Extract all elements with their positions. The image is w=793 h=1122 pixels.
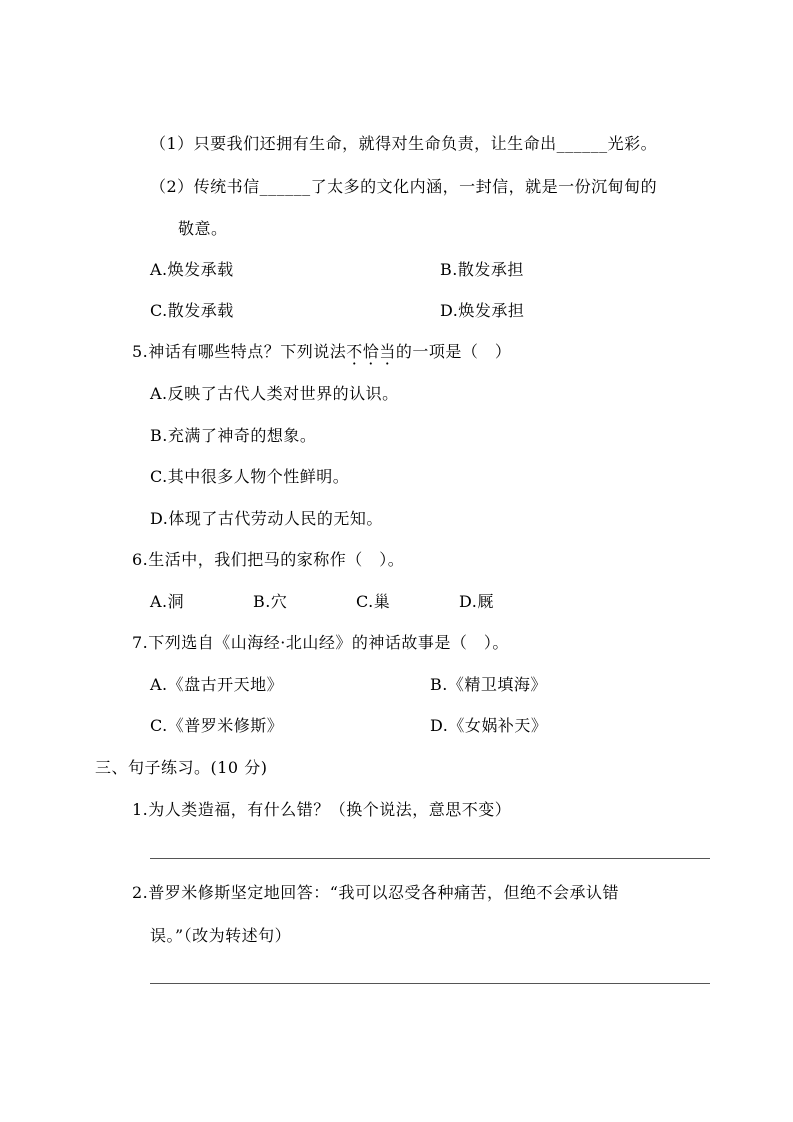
q5-emphasis-char-2: 恰 <box>362 342 380 361</box>
section-3-q2-line-1: 2.普罗米修斯坚定地回答：“我可以忍受各种痛苦，但绝不会承认错 <box>132 883 619 902</box>
q5-stem <box>132 341 511 363</box>
q5-emphasis-char-3: 当 <box>379 342 396 361</box>
q7-option-b: B.《精卫填海》 <box>430 675 547 694</box>
q7-option-d: D.《女娲补天》 <box>430 716 548 735</box>
q4-item-2-line-1: （2）传统书信______了太多的文化内涵，一封信，就是一份沉甸甸的 <box>150 177 658 196</box>
q5-stem-suffix: 的一项是（ ） <box>395 342 512 361</box>
q5-option-b: B.充满了神奇的想象。 <box>150 426 317 445</box>
section-3-q1: 1.为人类造福，有什么错？（换个说法，意思不变） <box>132 800 512 819</box>
q6-option-c: C.巢 <box>356 592 391 611</box>
q5-option-a: A.反映了古代人类对世界的认识。 <box>150 384 399 403</box>
q4-item-1: （1）只要我们还拥有生命，就得对生命负责，让生命出______光彩。 <box>150 134 658 153</box>
q5-stem-prefix: 5.神话有哪些特点？下列说法 <box>132 342 347 361</box>
q5-emphasis-char-1: 不 <box>346 342 363 361</box>
q7-stem: 7.下列选自《山海经·北山经》的神话故事是（ ）。 <box>132 633 509 652</box>
q5-option-d: D.体现了古代劳动人民的无知。 <box>150 509 383 528</box>
q6-option-d: D.厩 <box>459 592 494 611</box>
q4-option-c: C.散发承载 <box>150 301 234 320</box>
q4-item-2-line-2: 敬意。 <box>178 219 228 238</box>
q6-option-a: A.洞 <box>150 592 185 611</box>
section-3-q2-answer-line[interactable] <box>150 983 710 984</box>
section-3-q1-answer-line[interactable] <box>150 858 710 859</box>
q5-option-c: C.其中很多人物个性鲜明。 <box>150 467 350 486</box>
q4-option-a: A.焕发承载 <box>150 260 234 279</box>
q4-option-d: D.焕发承担 <box>440 301 525 320</box>
q7-option-c: C.《普罗米修斯》 <box>150 716 284 735</box>
section-3-heading: 三、句子练习。(10 分) <box>95 758 268 777</box>
q6-option-b: B.穴 <box>253 592 288 611</box>
q7-option-a: A.《盘古开天地》 <box>150 675 284 694</box>
section-3-q2-line-2: 误。”（改为转述句） <box>150 926 292 945</box>
q4-option-b: B.散发承担 <box>440 260 524 279</box>
q6-stem: 6.生活中，我们把马的家称作（ ）。 <box>132 550 405 569</box>
